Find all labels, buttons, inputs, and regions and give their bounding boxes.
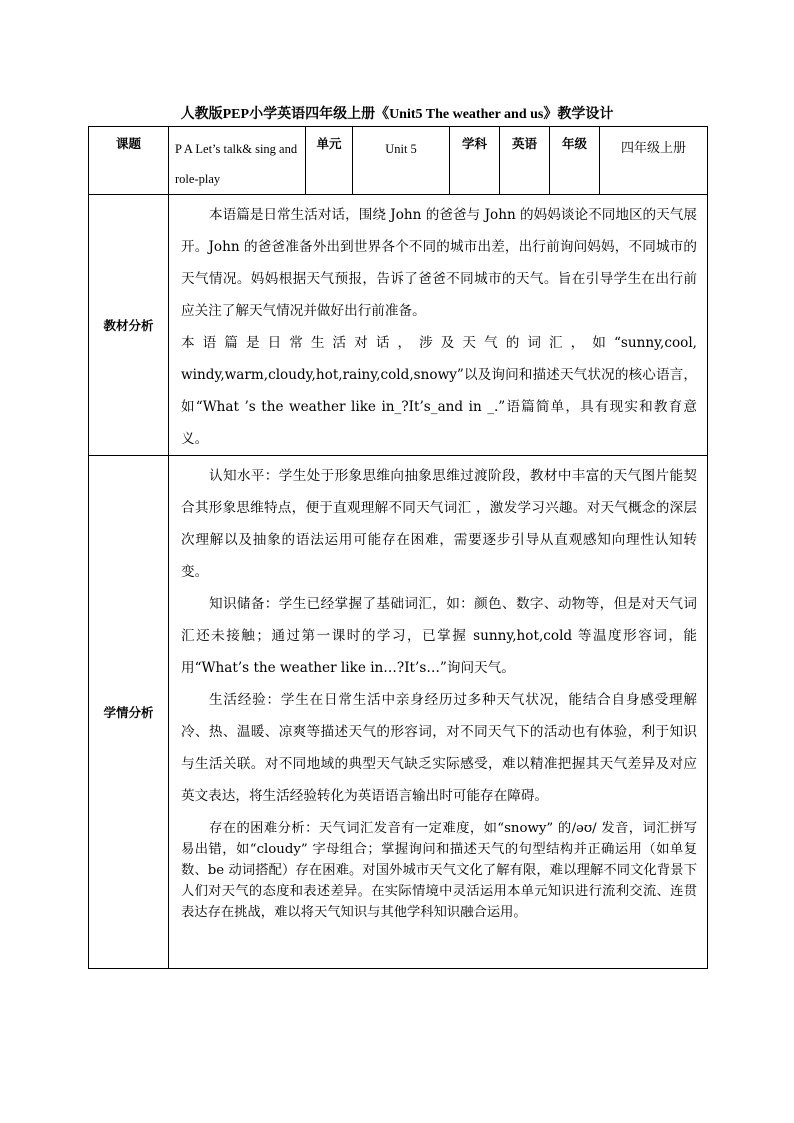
subject-label: 学科 [450, 127, 500, 195]
topic-label: 课题 [89, 127, 169, 195]
subject-value: 英语 [500, 127, 550, 195]
topic-value: P A Let’s talk& sing and role-play [169, 127, 306, 195]
material-analysis-label: 教材分析 [89, 195, 169, 456]
learner-analysis-cell [169, 456, 708, 969]
material-analysis-cell [169, 195, 708, 456]
grade-label: 年级 [550, 127, 600, 195]
grade-value: 四年级上册 [600, 127, 708, 195]
difficulty-paragraph: 存在的困难分析：天气词汇发音有一定难度，如“snowy” 的/əʊ/ 发音，词汇拼写易出错，如“cloudy” 字母组合；掌握询问和描述天气的句型结构并正确运用（如单复数、be 动词搭配）存在困难。对国外城市天气文化了解有限，难以理解不同文化背景下人们对天气的态度和表述差异。在实际情境中灵活运用本单元知识进行流利交流、连贯表达存在挑战，难以将天气知识与其他学科知识融合运用。 [181, 821, 697, 920]
cognition-paragraph: 认知水平：学生处于形象思维向抽象思维过渡阶段，教材中丰富的天气图片能契合其形象思维特点，便于直观理解不同天气词汇 ，激发学习兴趣。对天气概念的深层次理解以及抽象的语法运用可能存在困难，需要逐步引导从直观感知向理性认知转变。 [181, 468, 697, 580]
learner-analysis-row [89, 456, 708, 969]
life-experience-paragraph: 生活经验：学生在日常生活中亲身经历过多种天气状况，能结合自身感受理解冷、热、温暖、凉爽等描述天气的形容词，对不同天气下的活动也有体验，利于知识与生活关联。对不同地域的典型天气缺乏实际感受，难以精准把握其天气差异及对应英文表达，将生活经验转化为英语语言输出时可能存在障碍。 [181, 692, 697, 804]
material-analysis-row [89, 195, 708, 456]
material-paragraph-1: 本语篇是日常生活对话，围绕 John 的爸爸与 John 的妈妈谈论不同地区的天气展开。John 的爸爸准备外出到世界各个不同的城市出差，出行前询问妈妈，不同城市的天气情况。妈妈根据天气预报，告诉了爸爸不同城市的天气。旨在引导学生在出行前应关注了解天气情况并做好出行前准备。 [181, 207, 697, 319]
unit-label: 单元 [306, 127, 353, 195]
material-paragraph-2: 本语篇是日常生活对话，涉及天气的词汇，如“sunny,cool, windy,warm,cloudy,hot,rainy,cold,snowy”以及询问和描述天气状况的核心语言，如“What ’s the weather like in_?It’s_and in _.”语篇简单，具有现实和教育意义。 [181, 335, 697, 447]
learner-analysis-label: 学情分析 [89, 456, 169, 969]
header-row [89, 127, 708, 195]
document-title: 人教版PEP小学英语四年级上册《Unit5 The weather and us》教学设计 [180, 107, 614, 122]
unit-value: Unit 5 [353, 127, 450, 195]
lesson-plan-table [88, 126, 708, 969]
knowledge-paragraph: 知识储备：学生已经掌握了基础词汇，如：颜色、数字、动物等，但是对天气词汇还未接触；通过第一课时的学习，已掌握 sunny,hot,cold 等温度形容词，能用“What’s the weather like in…?It’s…”询问天气。 [181, 596, 697, 676]
